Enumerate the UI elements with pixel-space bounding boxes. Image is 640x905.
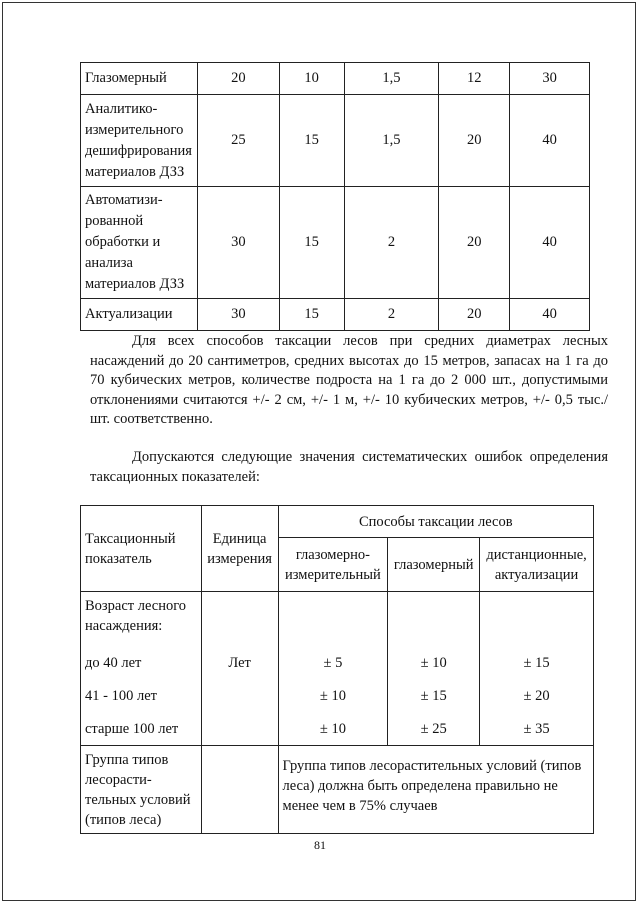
age-labels xyxy=(81,592,202,746)
table-cell: 15 xyxy=(279,187,344,299)
error-value: ± 10 xyxy=(420,654,447,671)
table-cell: 2 xyxy=(344,187,439,299)
age-unit: Лет xyxy=(228,654,251,671)
age-unit-cell xyxy=(201,592,278,746)
table-cell: 1,5 xyxy=(344,63,439,95)
group-unit-cell xyxy=(201,746,278,834)
error-value: ± 5 xyxy=(323,654,343,671)
table-header-row xyxy=(81,506,594,538)
group-label: Группа типов лесорасти-тельных условий (типов леса) xyxy=(81,746,202,834)
row-label xyxy=(81,187,198,299)
paragraph-errors-intro xyxy=(90,448,608,487)
table-cell: 2 xyxy=(344,299,439,331)
paragraph-text: Для всех способов таксации лесов при средних диаметрах лесных насаждений до 20 сантиметров, средних высотах до 15 метров, запасах на 1 га до 70 кубических метров, количестве подроста на 1 га до 2 000 шт., допустимыми отклонениями считаются +/- 2 см, +/- 1 м, +/- 10 кубических метров, +/- 0,5 тыс./шт. соответственно. xyxy=(90,333,608,427)
table-cell: 20 xyxy=(197,63,279,95)
method3-values xyxy=(480,592,594,746)
table-cell: 12 xyxy=(439,63,510,95)
table-cell: 25 xyxy=(197,95,279,187)
table-cell: 30 xyxy=(197,299,279,331)
error-value: ± 25 xyxy=(420,720,447,737)
table-row-group xyxy=(81,746,594,834)
page-number: 81 xyxy=(314,838,326,852)
table-cell: 40 xyxy=(510,187,590,299)
group-text: Группа типов лесорастительных условий (типов леса) должна быть определена правильно не менее чем в 75% случаев xyxy=(278,746,593,834)
table-cell: 30 xyxy=(197,187,279,299)
header-indicator: Таксационный показатель xyxy=(81,506,202,592)
row-label xyxy=(81,95,198,187)
systematic-errors-table xyxy=(80,505,594,834)
error-value: ± 20 xyxy=(523,687,550,704)
table-row-age xyxy=(81,592,594,746)
error-value: ± 35 xyxy=(523,720,550,737)
table-row xyxy=(81,95,590,187)
table-row xyxy=(81,299,590,331)
table-cell: 20 xyxy=(439,299,510,331)
error-value: ± 15 xyxy=(420,687,447,704)
table-row xyxy=(81,63,590,95)
paragraph-text: Допускаются следующие значения систематических ошибок определения таксационных показателей: xyxy=(90,449,608,485)
table-cell: 15 xyxy=(279,95,344,187)
table-cell: 10 xyxy=(279,63,344,95)
table-cell: 40 xyxy=(510,299,590,331)
table-cell: 40 xyxy=(510,95,590,187)
error-value: ± 10 xyxy=(319,687,346,704)
row-label: Глазомерный xyxy=(81,63,198,95)
header-method-2: глазомерный xyxy=(388,538,480,592)
header-methods: Способы таксации лесов xyxy=(278,506,593,538)
table-cell: 20 xyxy=(439,187,510,299)
method1-values xyxy=(278,592,388,746)
table-row xyxy=(81,187,590,299)
error-value: ± 15 xyxy=(523,654,550,671)
age-title: Возраст лесного насаждения: xyxy=(85,598,187,634)
table-cell: 30 xyxy=(510,63,590,95)
age-row-label: до 40 лет xyxy=(85,654,142,671)
table-cell: 15 xyxy=(279,299,344,331)
header-method-3: дистанционные, актуализации xyxy=(480,538,594,592)
row-label: Актуализации xyxy=(81,299,198,331)
error-value: ± 10 xyxy=(319,720,346,737)
table-cell: 20 xyxy=(439,95,510,187)
header-method-1: глазомерно-измерительный xyxy=(278,538,388,592)
age-row-label: старше 100 лет xyxy=(85,720,179,737)
table-cell: 1,5 xyxy=(344,95,439,187)
row-label-line: Автоматизи- рованной обработки и анализа материалов ДЗЗ xyxy=(85,192,185,292)
age-row-label: 41 - 100 лет xyxy=(85,687,157,704)
row-label-line: Аналитико- измерительного дешифрирования материалов ДЗЗ xyxy=(85,100,192,180)
accuracy-table xyxy=(80,62,590,331)
paragraph-tolerances xyxy=(90,332,608,430)
method2-values xyxy=(388,592,480,746)
header-unit: Единица измерения xyxy=(201,506,278,592)
